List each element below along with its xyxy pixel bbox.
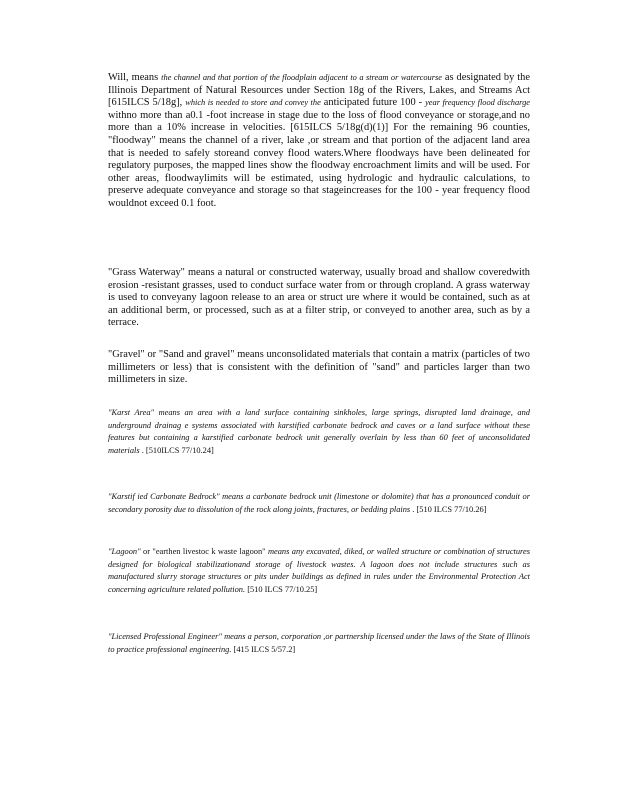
text-segment: [510 ILCS 77/10.25]: [245, 584, 318, 594]
italic-text-segment: which is needed to store and convey the: [185, 98, 321, 108]
definition-licensed-professional-engineer: [108, 631, 530, 656]
italic-text-segment: means any excavated, diked, or walled structure or combination of structures designed for biological stabilizationand storage of livestock wastes. A lagoon does not include structures such as manufactured slurry storage structures or pits under buildings as defined in rules under the Environmental Protection Act concerning agriculture related pollution.: [108, 547, 530, 594]
italic-text-segment: "Licensed Professional Engineer" means a person, corporation ,or partnership licensed under the laws of the State of Illinois to practice professional engineering.: [108, 632, 530, 654]
text-segment: . [510 ILCS 77/10.26]: [410, 504, 487, 514]
text-segment: [415 ILCS 5/57.2]: [231, 644, 296, 654]
text-segment: anticipated future 100 -: [320, 97, 426, 109]
definition-gravel: [108, 349, 530, 387]
italic-text-segment: "Lagoon": [108, 547, 141, 556]
text-segment: Will, means: [108, 72, 162, 83]
definition-grass-waterway: [108, 267, 530, 330]
definition-lagoon: [108, 546, 530, 596]
text-segment: or "earthen livestoc k waste lagoon": [140, 547, 268, 556]
italic-text-segment: year frequency flood discharge: [425, 98, 531, 108]
text-segment: "Grass Waterway" means a natural or constructed waterway, usually broad and shallow coveredwith erosion -resistant grasses, used to conduct surface water from or through cropland. A grass waterway is used to conveyany lagoon release to an area or struct ure where it would be contained, such as at an additional berm, or processed, such as at a filter strip, or conveyed to another area, such as by a terrace.: [108, 267, 530, 329]
definition-floodway: [108, 72, 530, 211]
italic-text-segment: the channel and that portion of the floodplain adjacent to a stream or watercourse: [161, 73, 442, 82]
definition-karst-area: [108, 407, 530, 457]
italic-text-segment: "Karst Area" means an area with a land surface containing sinkholes, large springs, disrupted land drainage, and underground drainag e systems associated with karstified carbonate bedrock and caves or a land surface without these features but containing a karstified carbonate bedrock unit generally overlain by less than 60 feet of unconsolidated materials: [108, 408, 530, 455]
italic-text-segment: "Karstif ied Carbonate Bedrock" means a carbonate bedrock unit (limestone or dolomite) that has a pronounced conduit or secondary porosity due to dissolution of the rock along joints, fractures, or bedding plains: [108, 492, 530, 514]
text-segment: withno more than a0.1 -foot increase in stage due to the loss of flood conveyance or storage,and no more than a 10% increase in velocities. [615ILCS 5/18g(d)(1)] For the remaining 96 counties, "floodway" means the channel of a river, lake ,or stream and that portion of the adjacent land area that is needed to safely storeand convey flood waters.Where floodways have been delineated for regulatory purposes, the mapped lines show the floodway encroachment limits and will be used. For other areas, floodwaylimits will be estimated, using hydrologic and hydraulic calculations, to preserve adequate conveyance and storage so that stageincreases for the 100 - year frequency flood wouldnot exceed 0.1 foot.: [108, 109, 530, 209]
text-segment: "Gravel" or "Sand and gravel" means unconsolidated materials that contain a matrix (particles of two millimeters or less) that is consistent with the definition of "sand" and particles larger than two millimeters in size.: [108, 349, 530, 386]
text-segment: . [510ILCS 77/10.24]: [139, 445, 214, 455]
definition-karstified-carbonate-bedrock: [108, 491, 530, 516]
text-segment: as designated by the Illinois Department of Natural Resources under Section 18g of the Rivers, Lakes, and Streams Act [615ILCS 5/18g],: [108, 72, 530, 109]
